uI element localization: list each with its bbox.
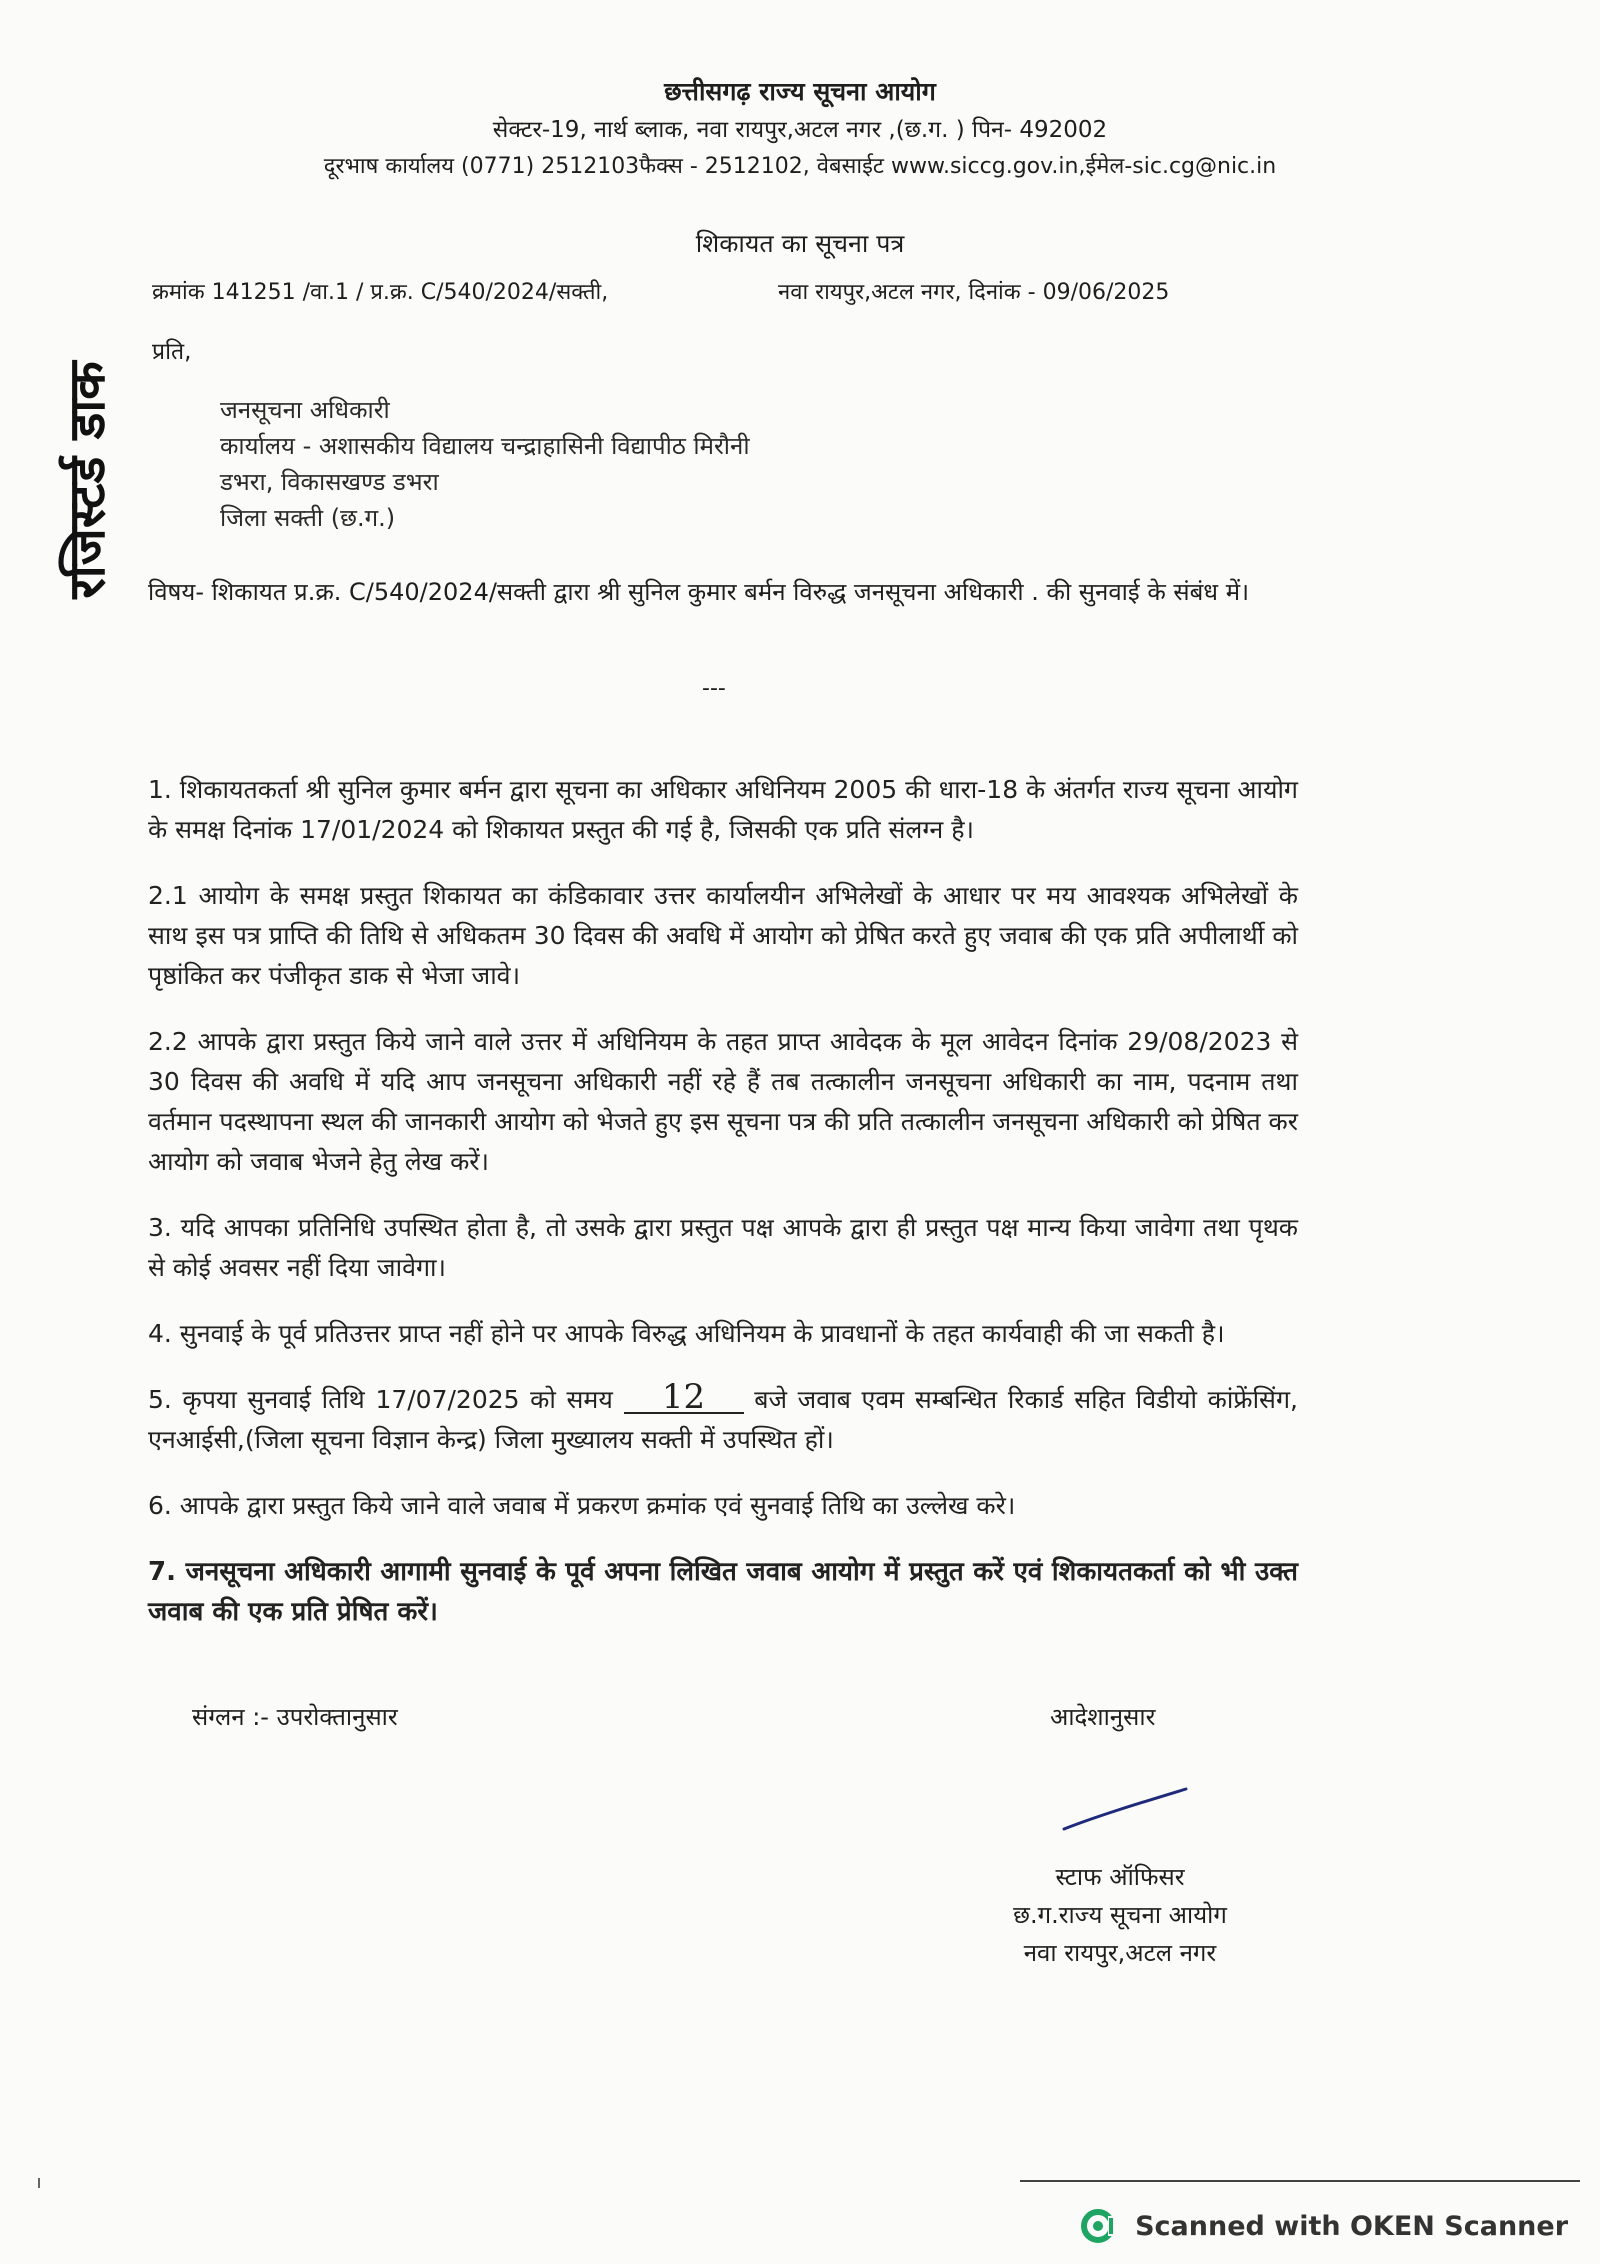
signature-stroke <box>1060 1785 1190 1835</box>
signatory-organization: छ.ग.राज्य सूचना आयोग <box>1013 1901 1227 1929</box>
separator: --- <box>702 676 726 701</box>
recipient-line: जनसूचना अधिकारी <box>220 396 390 424</box>
watermark-text: Scanned with OKEN Scanner <box>1135 2210 1569 2242</box>
letter-body <box>148 770 1298 1658</box>
document-title: शिकायत का सूचना पत्र <box>695 229 905 258</box>
stamp-text: रजिस्टर्ड डाक <box>58 361 116 599</box>
signatory-place: नवा रायपुर,अटल नगर <box>1023 1939 1217 1967</box>
scanner-watermark <box>1080 2206 1568 2246</box>
recipient-line: डभरा, विकासखण्ड डभरा <box>220 468 439 496</box>
enclosure-note: संग्लन :- उपरोक्तानुसार <box>192 1703 398 1731</box>
recipient-line: जिला सक्ती (छ.ग.) <box>220 504 396 532</box>
paragraph-1: 1. शिकायतकर्ता श्री सुनिल कुमार बर्मन द्वारा सूचना का अधिकार अधिनियम 2005 की धारा-18 के अंतर्गत राज्य सूचना आयोग के समक्ष दिनांक 17/01/2024 को शिकायत प्रस्तुत की गई है, जिसकी एक प्रति संलग्न है। <box>148 775 1298 844</box>
organization-address: सेक्टर-19, नार्थ ब्लाक, नवा रायपुर,अटल नगर ,(छ.ग. ) पिन- 492002 <box>492 117 1108 143</box>
hearing-time-handwritten: 12 <box>624 1382 744 1414</box>
place-date: नवा रायपुर,अटल नगर, दिनांक - 09/06/2025 <box>778 280 1170 305</box>
signatory-block <box>990 1858 1250 1972</box>
registered-post-stamp <box>30 330 140 630</box>
oken-scanner-logo-icon <box>1080 2206 1120 2246</box>
paragraph-3: 3. यदि आपका प्रतिनिधि उपस्थित होता है, तो उसके द्वारा प्रस्तुत पक्ष आपके द्वारा ही प्रस्तुत पक्ष मान्य किया जावेगा तथा पृथक से कोई अवसर नहीं दिया जावेगा। <box>148 1213 1298 1282</box>
hearing-text-after: बजे जवाब एवम सम्बन्धित रिकार्ड सहित विडीयो कांफ्रेंसिंग, एनआईसी,(जिला सूचना विज्ञान केन्द्र) जिला मुख्यालय सक्ती में उपस्थित हों। <box>148 1385 1298 1454</box>
paragraph-5 <box>148 1377 1298 1460</box>
order-note: आदेशानुसार <box>1050 1703 1156 1731</box>
edge-mark <box>38 2178 40 2188</box>
paragraph-4: 4. सुनवाई के पूर्व प्रतिउत्तर प्राप्त नहीं होने पर आपके विरुद्ध अधिनियम के प्रावधानों के तहत कार्यवाही की जा सकती है। <box>148 1319 1225 1348</box>
bottom-rule <box>1020 2180 1580 2182</box>
organization-title: छत्तीसगढ़ राज्य सूचना आयोग <box>664 77 936 106</box>
hearing-text-before: 5. कृपया सुनवाई तिथि 17/07/2025 को समय <box>148 1385 613 1414</box>
reference-number: क्रमांक 141251 /वा.1 / प्र.क्र. C/540/2024/सक्ती, <box>152 280 609 305</box>
recipient-prefix: प्रति, <box>152 339 192 365</box>
organization-contact: दूरभाष कार्यालय (0771) 2512103फैक्स - 2512102, वेबसाईट www.siccg.gov.in,ईमेल-sic.cg@nic.in <box>323 154 1277 179</box>
recipient-line: कार्यालय - अशासकीय विद्यालय चन्द्राहासिनी विद्यापीठ मिरौनी <box>220 432 750 460</box>
recipient-address <box>220 392 750 536</box>
signatory-designation: स्टाफ ऑफिसर <box>1055 1863 1185 1891</box>
paragraph-7: 7. जनसूचना अधिकारी आगामी सुनवाई के पूर्व अपना लिखित जवाब आयोग में प्रस्तुत करें एवं शिकायतकर्ता को भी उक्त जवाब की एक प्रति प्रेषित करें। <box>148 1557 1298 1627</box>
paragraph-2-2: 2.2 आपके द्वारा प्रस्तुत किये जाने वाले उत्तर में अधिनियम के तहत प्राप्त आवेदक के मूल आवेदन दिनांक 29/08/2023 से 30 दिवस की अवधि में यदि आप जनसूचना अधिकारी नहीं रहे हैं तब तत्कालीन जनसूचना अधिकारी का नाम, पदनाम तथा वर्तमान पदस्थापना स्थल की जानकारी आयोग को भेजते हुए इस सूचना पत्र की प्रति तत्कालीन जनसूचना अधिकारी को प्रेषित कर आयोग को जवाब भेजने हेतु लेख करें। <box>148 1027 1298 1176</box>
paragraph-2-1: 2.1 आयोग के समक्ष प्रस्तुत शिकायत का कंडिकावार उत्तर कार्यालयीन अभिलेखों के आधार पर मय आवश्यक अभिलेखों के साथ इस पत्र प्राप्ति की तिथि से अधिकतम 30 दिवस की अवधि में आयोग को प्रेषित करते हुए जवाब की एक प्रति अपीलार्थी को पृष्ठांकित कर पंजीकृत डाक से भेजा जावे। <box>148 881 1298 990</box>
paragraph-6: 6. आपके द्वारा प्रस्तुत किये जाने वाले जवाब में प्रकरण क्रमांक एवं सुनवाई तिथि का उल्लेख करे। <box>148 1491 1016 1520</box>
subject-line: विषय- शिकायत प्र.क्र. C/540/2024/सक्ती द्वारा श्री सुनिल कुमार बर्मन विरुद्ध जनसूचना अधिकारी . की सुनवाई के संबंध में। <box>148 578 1250 606</box>
